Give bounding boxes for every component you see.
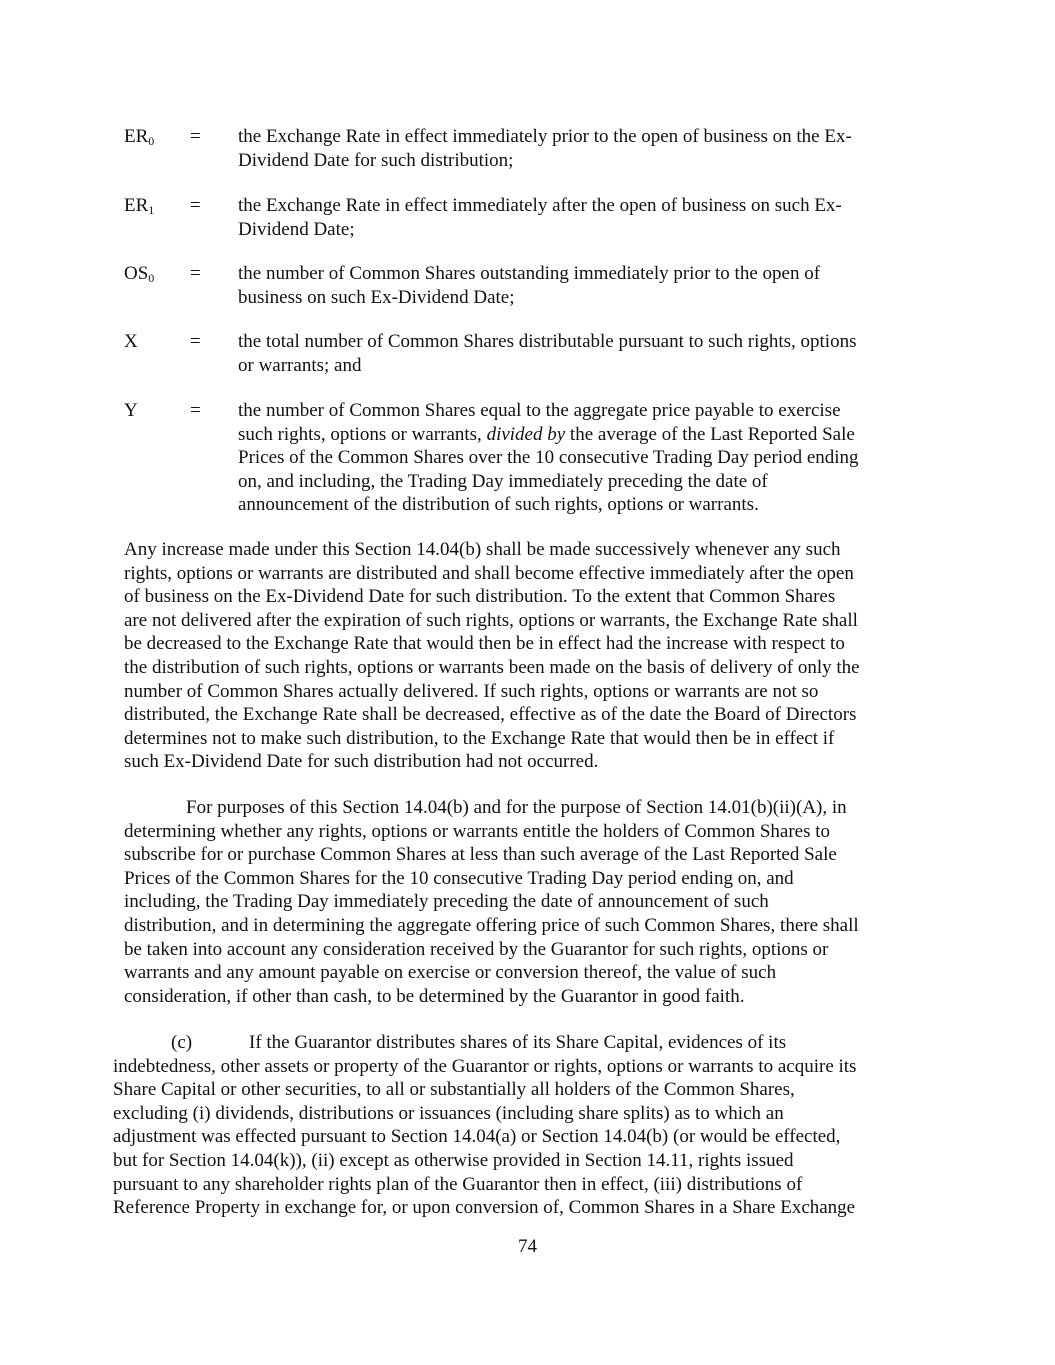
italic-term: divided by — [486, 423, 566, 445]
definition-text: the Exchange Rate in effect immediately prior to the open of business on the Ex- Dividend Date for such distribution; — [238, 126, 852, 171]
definition-text: the total number of Common Shares distributable pursuant to such rights, options or warrants; and — [238, 331, 857, 376]
equals-sign: = — [190, 331, 201, 352]
definition-symbol: $ER_0$ — [124, 126, 155, 148]
definition-er1 — [124, 194, 924, 241]
definition-y — [124, 399, 924, 517]
definition-x — [124, 330, 924, 377]
paragraph-increase: Any increase made under this Section 14.04(b) shall be made successively whenever any such rights, options or warrants are distributed and shall become effective immediately after the open of business on the Ex-Dividend Date for such distribution. To the extent that Common Shares are not delivered after the expiration of such rights, options or warrants, the Exchange Rate shall be decreased to the Exchange Rate that would then be in effect had the increase with respect to the distribution of such rights, options or warrants been made on the basis of delivery of only the number of Common Shares actually delivered. If such rights, options or warrants are not so distributed, the Exchange Rate shall be decreased, effective as of the date the Board of Directors determines not to make such distribution, to the Exchange Rate that would then be in effect if such Ex-Dividend Date for such distribution had not occurred. — [124, 539, 860, 773]
paragraph-purposes: For purposes of this Section 14.04(b) and for the purpose of Section 14.01(b)(ii)(A), in determining whether any rights, options or warrants entitle the holders of Common Shares to subscribe for or purchase Common Shares at less than such average of the Last Reported Sale Prices of the Common Shares for the 10 consecutive Trading Day period ending on, and including, the Trading Day immediately preceding the date of announcement of such distribution, and in determining the aggregate offering price of such Common Shares, there shall be taken into account any consideration received by the Guarantor for such rights, options or warrants and any amount payable on exercise or conversion thereof, the value of such consideration, if other than cash, to be determined by the Guarantor in good faith. — [124, 797, 859, 1007]
equals-sign: = — [190, 195, 201, 216]
definition-os0 — [124, 262, 924, 309]
definition-symbol: Y — [124, 400, 138, 421]
definition-symbol: $ER_1$ — [124, 195, 155, 217]
section-label: (c) — [171, 1032, 193, 1053]
equals-sign: = — [190, 126, 201, 147]
page-number: 74 — [518, 1236, 537, 1257]
definition-text: the number of Common Shares outstanding immediately prior to the open of business on such Ex-Dividend Date; — [238, 263, 821, 308]
equals-sign: = — [190, 400, 201, 421]
definition-symbol: X — [124, 331, 138, 352]
definition-text: the Exchange Rate in effect immediately after the open of business on such Ex- Dividend Date; — [238, 195, 842, 240]
definition-text: the number of Common Shares equal to the aggregate price payable to exercise such rights, options or warrants, divided by the average of the Last Reported Sale Prices of the Common Shares over the 10 consecutive Trading Day period ending on, and including, the Trading Day immediately preceding the date of announcement of the distribution of such rights, options or warrants. — [238, 400, 859, 516]
equals-sign: = — [190, 263, 201, 284]
paragraph-c: (c) If the Guarantor distributes shares of its Share Capital, evidences of its indebtedness, other assets or property of the Guarantor or rights, options or warrants to acquire its Share Capital or other securities, to all or substantially all holders of the Common Shares, excluding (i) dividends, distributions or issuances (including share splits) as to which an adjustment was effected pursuant to Section 14.04(a) or Section 14.04(b) (or would be effected, but for Section 14.04(k)), (ii) except as otherwise provided in Section 14.11, rights issued pursuant to any shareholder rights plan of the Guarantor then in effect, (iii) distributions of Reference Property in exchange for, or upon conversion of, Common Shares in a Share Exchange — [113, 1032, 857, 1219]
definition-er0 — [124, 125, 924, 172]
definition-symbol: $OS_0$ — [124, 263, 155, 285]
